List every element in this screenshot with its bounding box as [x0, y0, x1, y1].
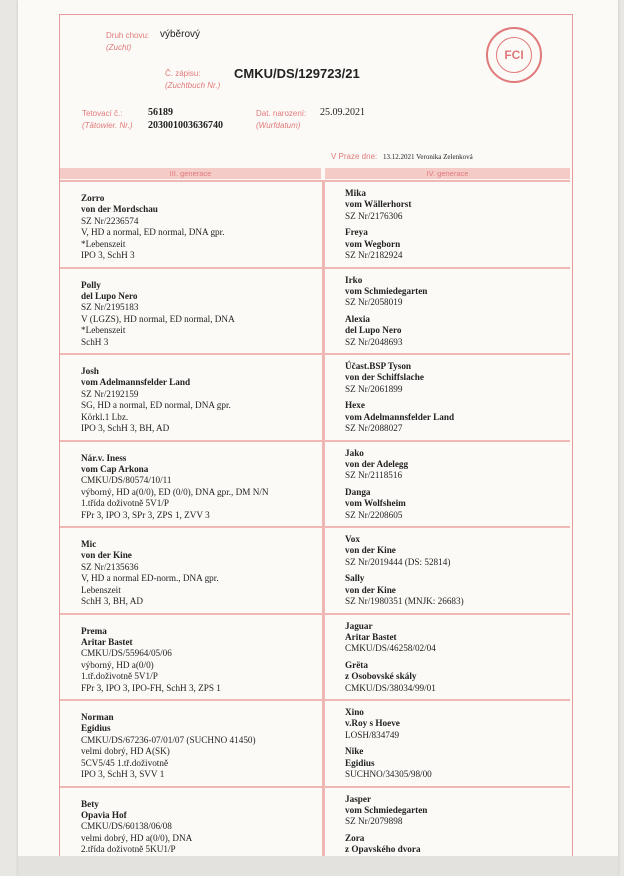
dog-detail-line: velmi dobrý, HD A(SK) — [81, 746, 170, 757]
dog-detail-line: SZ Nr/2182924 — [345, 250, 403, 261]
dog-detail-line: CMKU/DS/46258/02/04 — [345, 643, 436, 654]
dog-detail-line: SchH 3, BH, AD — [81, 596, 144, 607]
dog-detail-line: IPO 3, SchH 3 — [81, 250, 135, 261]
sign-value: 13.12.2021 Veronika Zelenková — [383, 153, 473, 161]
gen4-ancestors — [323, 269, 570, 348]
dog-name-line: v.Roy s Hoeve — [345, 718, 400, 729]
page-bottom-edge — [18, 856, 618, 876]
tattoo-value: 56189 — [148, 107, 173, 118]
dog-name-line: Mic — [81, 539, 97, 549]
dog-name-line: von der Kine — [345, 545, 396, 556]
dog-name-line: z Opavského dvora — [345, 844, 421, 855]
dog-detail-line: SZ Nr/2058019 — [345, 297, 403, 308]
dog-detail-line: SZ Nr/2088027 — [345, 423, 403, 434]
dog-detail-line: výborný, HD a(0/0) — [81, 659, 154, 670]
dog-detail-line: SZ Nr/2135636 — [81, 561, 139, 572]
dog-detail-line: CMKU/DS/80574/10/11 — [81, 475, 172, 486]
dog-detail-line: SG, HD a normal, ED normal, DNA gpr. — [81, 400, 231, 411]
dog-name-line: Egidius — [81, 723, 111, 734]
regno-label-de: (Zuchtbuch Nr.) — [165, 81, 221, 90]
dog-name-line: vom Wällerhorst — [345, 199, 412, 210]
pedigree-row — [60, 613, 570, 702]
dog-name-line: Xino — [345, 707, 364, 717]
dog-name-line: von der Kine — [81, 550, 132, 561]
dog-name-line: von der Mordschau — [81, 204, 158, 215]
breed-value: výběrový — [160, 29, 201, 40]
pedigree-row — [60, 526, 570, 615]
dog-detail-line: SZ Nr/2195183 — [81, 302, 139, 313]
dog-name-line: del Lupo Nero — [81, 290, 138, 301]
breed-label-de: (Zucht) — [106, 43, 132, 52]
dog-detail-line: *Lebenszeit — [81, 238, 126, 249]
gen4-ancestors — [323, 355, 570, 434]
dog-name-line: Účast.BSP Tyson — [345, 361, 412, 371]
pedigree-row — [60, 353, 570, 442]
dog-detail-line: Lebenszeit — [81, 584, 121, 595]
gen3-ancestor — [65, 355, 320, 434]
pedigree-page — [18, 0, 618, 876]
dog-name-line: Sally — [345, 573, 365, 584]
dog-name-line: Nike — [345, 746, 364, 757]
pedigree-row — [60, 267, 570, 356]
dog-name-line: Hexe — [345, 400, 365, 411]
dog-detail-line: 2.třída doživotně 5KU1/P — [81, 844, 176, 855]
dog-detail-line: SZ Nr/2118516 — [345, 470, 403, 481]
dog-name-line: Jasper — [345, 793, 372, 804]
dog-detail-line: SZ Nr/2176306 — [345, 210, 403, 221]
dog-detail-line: IPO 3, SchH 3, SVV 1 — [81, 769, 165, 780]
dog-name-line: del Lupo Nero — [345, 325, 402, 336]
birth-date: 25.09.2021 — [320, 107, 365, 118]
dog-detail-line: V (LGZS), HD normal, ED normal, DNA — [81, 313, 235, 324]
dog-detail-line: LOSH/834749 — [345, 729, 400, 740]
gen4-ancestors — [323, 615, 570, 694]
chip-value: 203001003636740 — [148, 120, 223, 131]
birth-label: Dat. narození: — [256, 109, 307, 118]
dog-name-line: vom Wolfsheim — [345, 498, 406, 509]
place-label: V Praze dne: — [331, 152, 378, 161]
dog-detail-line: SZ Nr/2236574 — [81, 215, 139, 226]
dog-name-line: Alexia — [345, 313, 371, 324]
dog-detail-line: 1.tř.doživotně 5V1/P — [81, 671, 158, 682]
dog-detail-line: Körkl.1 Lbz. — [81, 411, 129, 422]
dog-name-line: Josh — [81, 366, 99, 376]
gen4-ancestors — [323, 701, 570, 780]
dog-name-line: Freya — [345, 227, 368, 238]
dog-detail-line: SchH 3 — [81, 336, 109, 347]
dog-name-line: Jaguar — [345, 620, 373, 631]
dog-name-line: vom Schmiedegarten — [345, 804, 428, 815]
dog-detail-line: SUCHNO/34305/98/00 — [345, 769, 432, 780]
dog-name-line: Aritar Bastet — [345, 631, 397, 642]
dog-name-line: Bety — [81, 798, 99, 809]
dog-detail-line: IPO 3, SchH 3, BH, AD — [81, 423, 170, 434]
dog-name-line: vom Adelmannsfelder Land — [81, 377, 191, 388]
dog-detail-line: CMKU/DS/60138/06/08 — [81, 821, 172, 832]
dog-detail-line: SZ Nr/2192159 — [81, 388, 139, 399]
dog-detail-line: SZ Nr/2019444 (DS: 52814) — [345, 556, 451, 567]
dog-detail-line: velmi dobrý, HD a(0/0), DNA — [81, 832, 193, 843]
dog-name-line: Jako — [345, 447, 364, 458]
dog-name-line: Mika — [345, 188, 366, 198]
gen4-ancestors — [323, 528, 570, 607]
dog-detail-line: V, HD a normal, ED normal, DNA gpr. — [81, 227, 225, 238]
tattoo-label: Tetovací č.: — [82, 109, 123, 118]
gen3-ancestor — [65, 701, 320, 780]
dog-name-line: Grëta — [345, 659, 368, 670]
dog-detail-line: CMKU/DS/55964/05/06 — [81, 648, 172, 659]
breed-label: Druh chovu: — [106, 31, 150, 40]
dog-name-line: Norman — [81, 712, 114, 722]
registration-number: CMKU/DS/129723/21 — [234, 66, 360, 81]
dog-name-line: Irko — [345, 274, 363, 285]
dog-detail-line: výborný, HD a(0/0), ED (0/0), DNA gpr., DM N/N — [81, 486, 269, 497]
gen3-ancestor — [65, 615, 320, 694]
pedigree-row — [60, 699, 570, 788]
birth-label-de: (Wurfdatum) — [256, 121, 301, 130]
dog-name-line: Danga — [345, 486, 371, 497]
dog-detail-line: SZ Nr/2061899 — [345, 383, 403, 394]
dog-detail-line: SZ Nr/2208605 — [345, 509, 403, 520]
dog-name-line: vom Wegborn — [345, 238, 401, 249]
dog-name-line: von der Schiffslache — [345, 372, 424, 383]
dog-name-line: von der Kine — [345, 584, 396, 595]
dog-name-line: Opavia Hof — [81, 809, 127, 820]
gen3-ancestor — [65, 182, 320, 261]
sign-line — [331, 152, 473, 161]
dog-detail-line: 1.třída doživotně 5V1/P — [81, 498, 170, 509]
dog-name-line: Aritar Bastet — [81, 636, 133, 647]
gen4-ancestors — [323, 182, 570, 261]
gen3-ancestor — [65, 269, 320, 348]
dog-name-line: Zorro — [81, 193, 105, 203]
tattoo-label-de: (Tätowier. Nr.) — [82, 121, 133, 130]
dog-detail-line: CMKU/DS/67236-07/01/07 (SUCHNO 41450) — [81, 734, 256, 745]
dog-detail-line: 5CV5/45 1.tř.doživotně — [81, 757, 169, 768]
dog-name-line: vom Schmiedegarten — [345, 285, 428, 296]
dog-name-line: Nár.v. Iness — [81, 452, 127, 463]
dog-detail-line: SZ Nr/2048693 — [345, 336, 403, 347]
pedigree-row — [60, 180, 570, 269]
dog-detail-line: V, HD a normal ED-norm., DNA gpr. — [81, 573, 219, 584]
dog-name-line: Vox — [345, 534, 360, 544]
gen4-ancestors — [323, 442, 570, 521]
dog-name-line: vom Cap Arkona — [81, 463, 149, 474]
column-header-gen4: IV. generace — [325, 168, 570, 179]
pedigree-row — [60, 440, 570, 529]
dog-name-line: z Osobovské skály — [345, 671, 417, 682]
dog-detail-line: SZ Nr/2079898 — [345, 816, 403, 827]
dog-name-line: Polly — [81, 279, 101, 290]
dog-detail-line: FPr 3, IPO 3, IPO-FH, SchH 3, ZPS 1 — [81, 682, 221, 693]
dog-detail-line: FPr 3, IPO 3, SPr 3, ZPS 1, ZVV 3 — [81, 509, 210, 520]
fci-logo-text: FCI — [496, 37, 532, 73]
dog-name-line: vom Adelmannsfelder Land — [345, 411, 455, 422]
gen3-ancestor — [65, 442, 320, 521]
dog-detail-line: SZ Nr/1980351 (MNJK: 26683) — [345, 596, 464, 607]
dog-name-line: Prema — [81, 625, 107, 636]
dog-name-line: Zora — [345, 832, 365, 843]
dog-detail-line: CMKU/DS/38034/99/01 — [345, 682, 436, 693]
regno-label: Č. zápisu: — [165, 69, 201, 78]
dog-detail-line: *Lebenszeit — [81, 325, 126, 336]
dog-name-line: Egidius — [345, 757, 375, 768]
fci-logo — [486, 27, 542, 83]
dog-name-line: von der Adelegg — [345, 458, 409, 469]
column-header-gen3: III. generace — [60, 168, 321, 179]
gen3-ancestor — [65, 528, 320, 607]
